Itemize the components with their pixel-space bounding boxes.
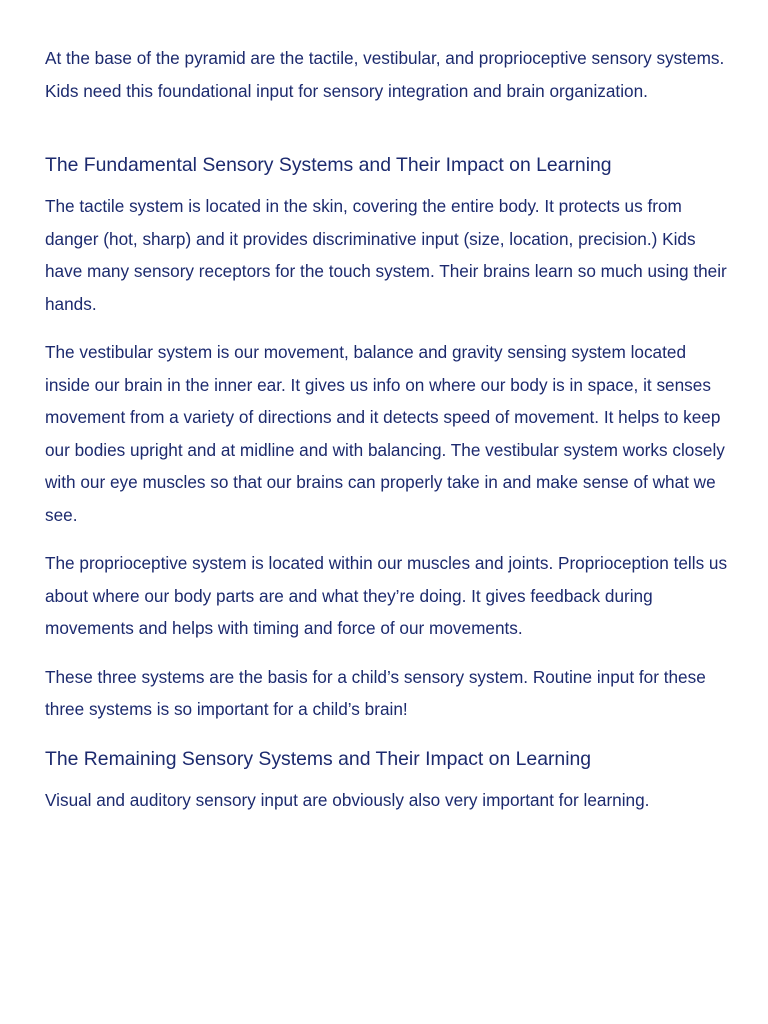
proprioceptive-paragraph: The proprioceptive system is located within our muscles and joints. Proprioception tells us about where our body parts are and what they’re doing. It gives feedback during movements and helps with timing and force of our movements. <box>45 553 728 638</box>
summary-paragraph: These three systems are the basis for a child’s sensory system. Routine input for these three systems is so important for a child’s brain! <box>45 666 706 719</box>
vestibular-paragraph: The vestibular system is our movement, balance and gravity sensing system located inside our brain in the inner ear. It gives us info on where our body is in space, it senses movement from a variety of directions and it detects speed of movement. It helps to keep our bodies upright and at midline and with balancing. The vestibular system works closely with our eye muscles so that our brains can properly take in and make sense of what we see. <box>45 342 725 525</box>
visual-auditory-paragraph: Visual and auditory sensory input are obviously also very important for learning. <box>45 789 650 810</box>
tactile-paragraph: The tactile system is located in the skin, covering the entire body. It protects us from danger (hot, sharp) and it provides discriminative input (size, location, precision.) Kids have many sensory receptors for the touch system. Their brains learn so much using their hands. <box>45 196 727 314</box>
intro-paragraph: At the base of the pyramid are the tactile, vestibular, and proprioceptive sensory systems. Kids need this foundational input for sensory integration and brain organization. <box>45 48 725 101</box>
heading-remaining-systems: The Remaining Sensory Systems and Their Impact on Learning <box>45 747 592 770</box>
document-body <box>45 42 735 816</box>
heading-fundamental-systems: The Fundamental Sensory Systems and Their Impact on Learning <box>45 154 612 176</box>
